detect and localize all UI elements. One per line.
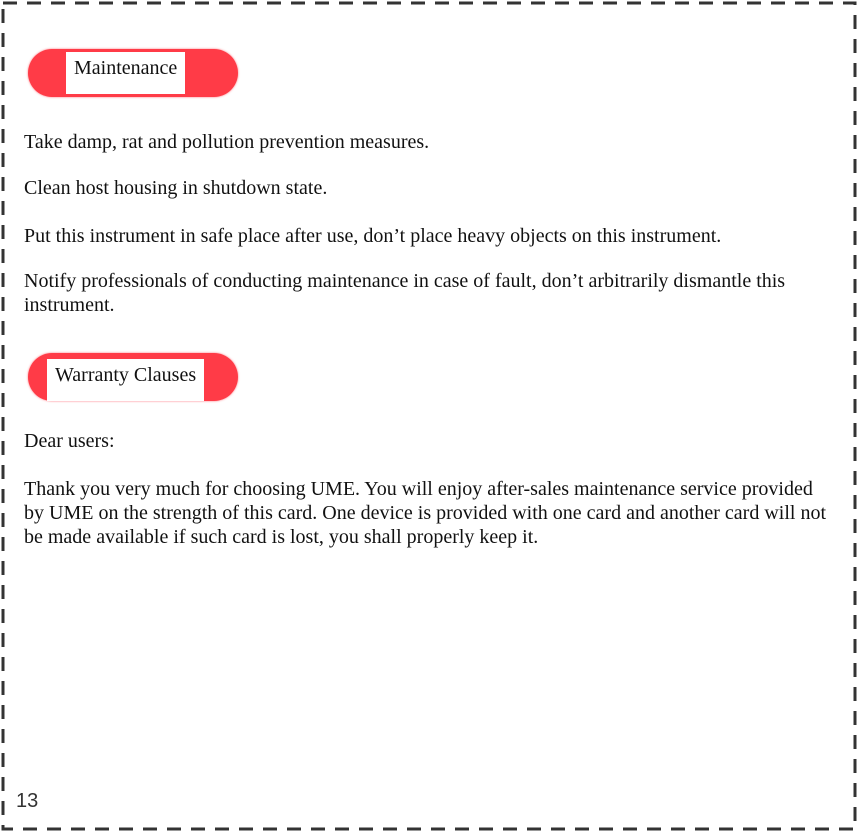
maintenance-heading: Maintenance bbox=[66, 52, 185, 94]
maintenance-item: Put this instrument in safe place after use, don’t place heavy objects on this instrument. bbox=[24, 225, 722, 247]
warranty-body: Thank you very much for choosing UME. You will enjoy after-sales maintenance service provided by UME on the strength of this card. One device is provided with one card and another card will not be made available if such card is lost, you shall properly keep it. bbox=[24, 478, 827, 548]
warranty-heading: Warranty Clauses bbox=[47, 359, 204, 401]
page-number: 13 bbox=[16, 790, 39, 812]
warranty-greeting: Dear users: bbox=[24, 430, 115, 452]
maintenance-item: Notify professionals of conducting maintenance in case of fault, don’t arbitrarily dismantle this instrument. bbox=[24, 270, 786, 316]
maintenance-item: Clean host housing in shutdown state. bbox=[24, 177, 328, 199]
maintenance-item: Take damp, rat and pollution prevention measures. bbox=[24, 131, 430, 153]
